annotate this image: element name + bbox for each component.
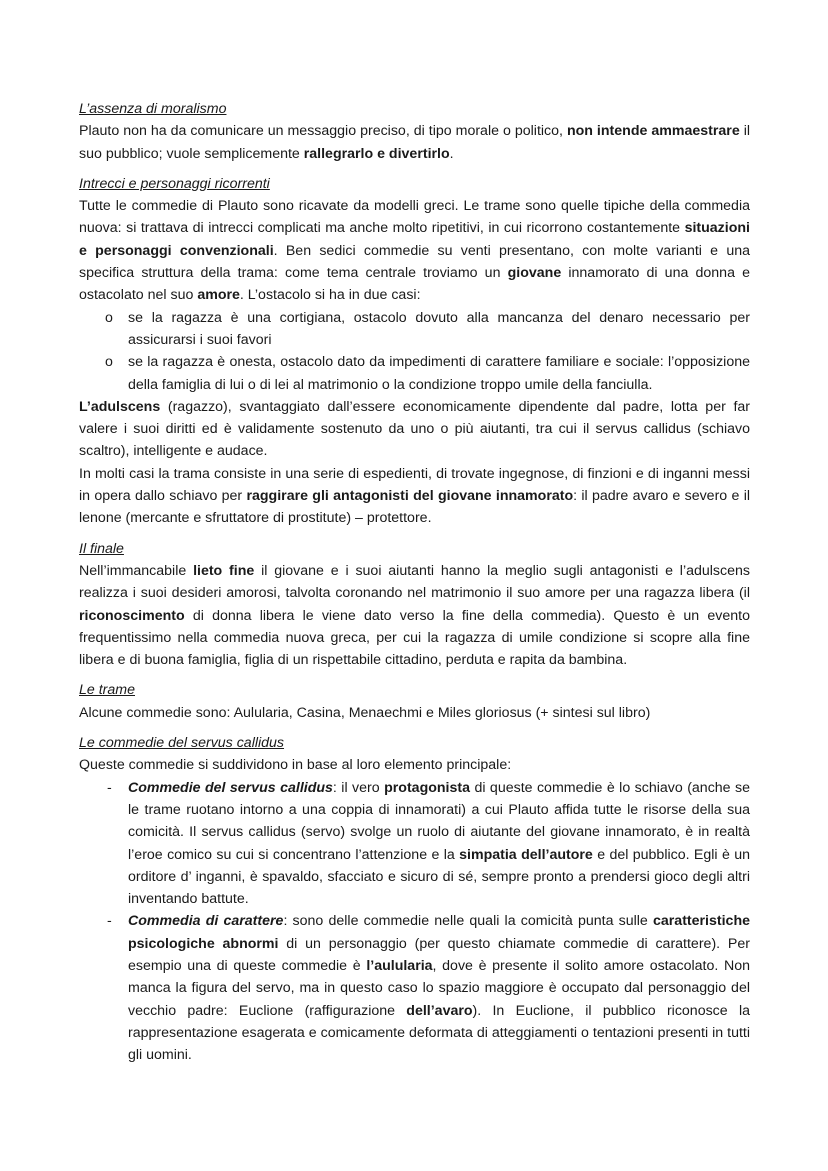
paragraph xyxy=(79,560,750,671)
bold-text: raggirare gli antagonisti del giovane innamorato xyxy=(246,488,574,505)
section-heading: Le commedie del servus callidus xyxy=(79,735,285,752)
section-heading: Il finale xyxy=(79,540,124,557)
dash-bullet-icon: - xyxy=(107,779,112,796)
list-item xyxy=(79,307,750,352)
section-heading: L’assenza di moralismo xyxy=(79,101,227,117)
text-run: . L’ostacolo si ha in due casi: xyxy=(239,287,421,304)
section-heading: Le trame xyxy=(79,682,135,699)
bold-text: non intende ammaestrare xyxy=(566,123,740,140)
section-servus-callidus xyxy=(79,732,750,1066)
bold-text: caratteristiche psicologiche abnormi xyxy=(128,913,750,952)
circle-bullet-icon: o xyxy=(105,354,113,371)
text-run: : sono delle commedie nelle quali la comicità punta sulle xyxy=(283,913,653,930)
bold-text: lieto fine xyxy=(193,562,255,579)
list-item-text: se la ragazza è onesta, ostacolo dato da impedimenti di carattere familiare e sociale: l’opposizione della famiglia di lui o di lei al matrimonio o la condizione troppo umile della fanciulla. xyxy=(128,354,750,393)
text-run: Nell’immancabile xyxy=(79,562,194,579)
text-run: di donna libera le viene dato verso la fine della commedia). Questo è un evento frequentissimo nella commedia nuova greca, per cui la ragazza di umile condizione si scopre alla fine libera e di buona famiglia, figlia di un rispettabile cittadino, perduta e rapita da bambina. xyxy=(79,607,750,669)
bold-text: situazioni e personaggi convenzionali xyxy=(79,220,750,259)
bold-text: L’adulscens xyxy=(79,398,161,415)
list-item xyxy=(79,777,750,911)
text-run: : il padre avaro e severo e il lenone (mercante e sfruttatore di prostitute) – protettore. xyxy=(79,488,751,527)
text-run: di un personaggio (per questo chiamate commedie di carattere). Per esempio una di queste commedie è xyxy=(128,935,750,974)
text-run: il suo pubblico; vuole semplicemente xyxy=(79,123,751,162)
text-run: innamorato di una donna e ostacolato nel suo xyxy=(79,265,750,304)
paragraph xyxy=(79,396,750,463)
bold-text: amore xyxy=(197,287,240,304)
paragraph xyxy=(79,463,750,530)
text-run: . xyxy=(449,145,454,162)
text-run: (ragazzo), svantaggiato dall’essere economicamente dipendente dal padre, lotta per far valere i suoi diritti ed è validamente sostenuto da uno o più aiutanti, tra cui il servus callidus (schiavo scaltro), intelligente e audace. xyxy=(79,398,750,460)
paragraph: Queste commedie si suddividono in base al loro elemento principale: xyxy=(79,757,512,774)
text-run: . Ben sedici commedie su venti presentano, con molte varianti e una specifica struttura della trama: come tema centrale troviamo un xyxy=(79,242,750,282)
text-run: e del pubblico. Egli è un orditore d’ inganni, è spavaldo, sfacciato e sicuro di sé, sempre pronto a prendersi gioco degli altri inventando battute. xyxy=(128,846,750,908)
list-item xyxy=(79,351,750,396)
list-item-text: se la ragazza è una cortigiana, ostacolo dovuto alla mancanza del denaro necessario per assicurarsi i suoi favori xyxy=(128,309,750,348)
bold-text: rallegrarlo e divertirlo xyxy=(303,145,450,162)
dash-list xyxy=(79,777,750,1067)
section-intrecci xyxy=(79,173,750,530)
bold-text: simpatia dell’autore xyxy=(459,846,593,863)
bold-text: giovane xyxy=(507,265,562,282)
text-run: Plauto non ha da comunicare un messaggio preciso, di tipo morale o politico, xyxy=(79,123,567,140)
bold-text: protagonista xyxy=(384,779,471,796)
bold-italic-text: Commedia di carattere xyxy=(128,913,284,930)
section-trame xyxy=(79,679,750,724)
bold-text: dell’avaro xyxy=(406,1002,473,1019)
section-moralismo xyxy=(79,98,750,165)
paragraph xyxy=(79,195,750,306)
bold-text: riconoscimento xyxy=(79,607,185,624)
bold-text: l’aulularia xyxy=(366,957,433,974)
bold-italic-text: Commedie del servus callidus xyxy=(128,779,333,796)
text-run: , dove è presente il solito amore ostacolato. Non manca la figura del servo, ma in questo caso lo spazio maggiore è occupato dal personaggio del vecchio padre: Euclione (raffigurazione xyxy=(128,957,751,1019)
paragraph xyxy=(79,120,750,165)
text-run: : il vero xyxy=(332,779,385,796)
text-run: di queste commedie è lo schiavo (anche se le trame ruotano intorno a una coppia di innamorati) a cui Plauto affida tutte le risorse della sua comicità. Il servus callidus (servo) svolge un ruolo di aiutante del giovane innamorato, è in realtà l’eroe comico su cui si concentrano l’attenzione e la xyxy=(128,779,750,863)
circle-bullet-icon: o xyxy=(105,309,113,326)
bullet-list xyxy=(79,307,750,396)
section-heading: Intrecci e personaggi ricorrenti xyxy=(79,175,270,192)
text-run: In molti casi la trama consiste in una serie di espedienti, di trovate ingegnose, di finzioni e di inganni messi in opera dallo schiavo per xyxy=(79,465,750,505)
dash-bullet-icon: - xyxy=(107,913,112,930)
paragraph: Alcune commedie sono: Aulularia, Casina, Menaechmi e Miles gloriosus (+ sintesi sul libro) xyxy=(79,704,651,721)
text-run: il giovane e i suoi aiutanti hanno la meglio sugli antagonisti e l’adulscens realizza i suoi desideri amorosi, talvolta coronando nel matrimonio il suo amore per una ragazza libera (il xyxy=(79,562,750,602)
list-item xyxy=(79,910,750,1066)
section-finale xyxy=(79,538,750,672)
text-run: Tutte le commedie di Plauto sono ricavate da modelli greci. Le trame sono quelle tipiche della commedia nuova: si trattava di intrecci complicati ma anche molto ripetitivi, in cui ricorrono costantemente xyxy=(79,198,750,237)
text-run: ). In Euclione, il pubblico riconosce la rappresentazione esagerata e comicamente deformata di atteggiamenti o tentazioni presenti in tutti gli uomini. xyxy=(128,1002,750,1064)
